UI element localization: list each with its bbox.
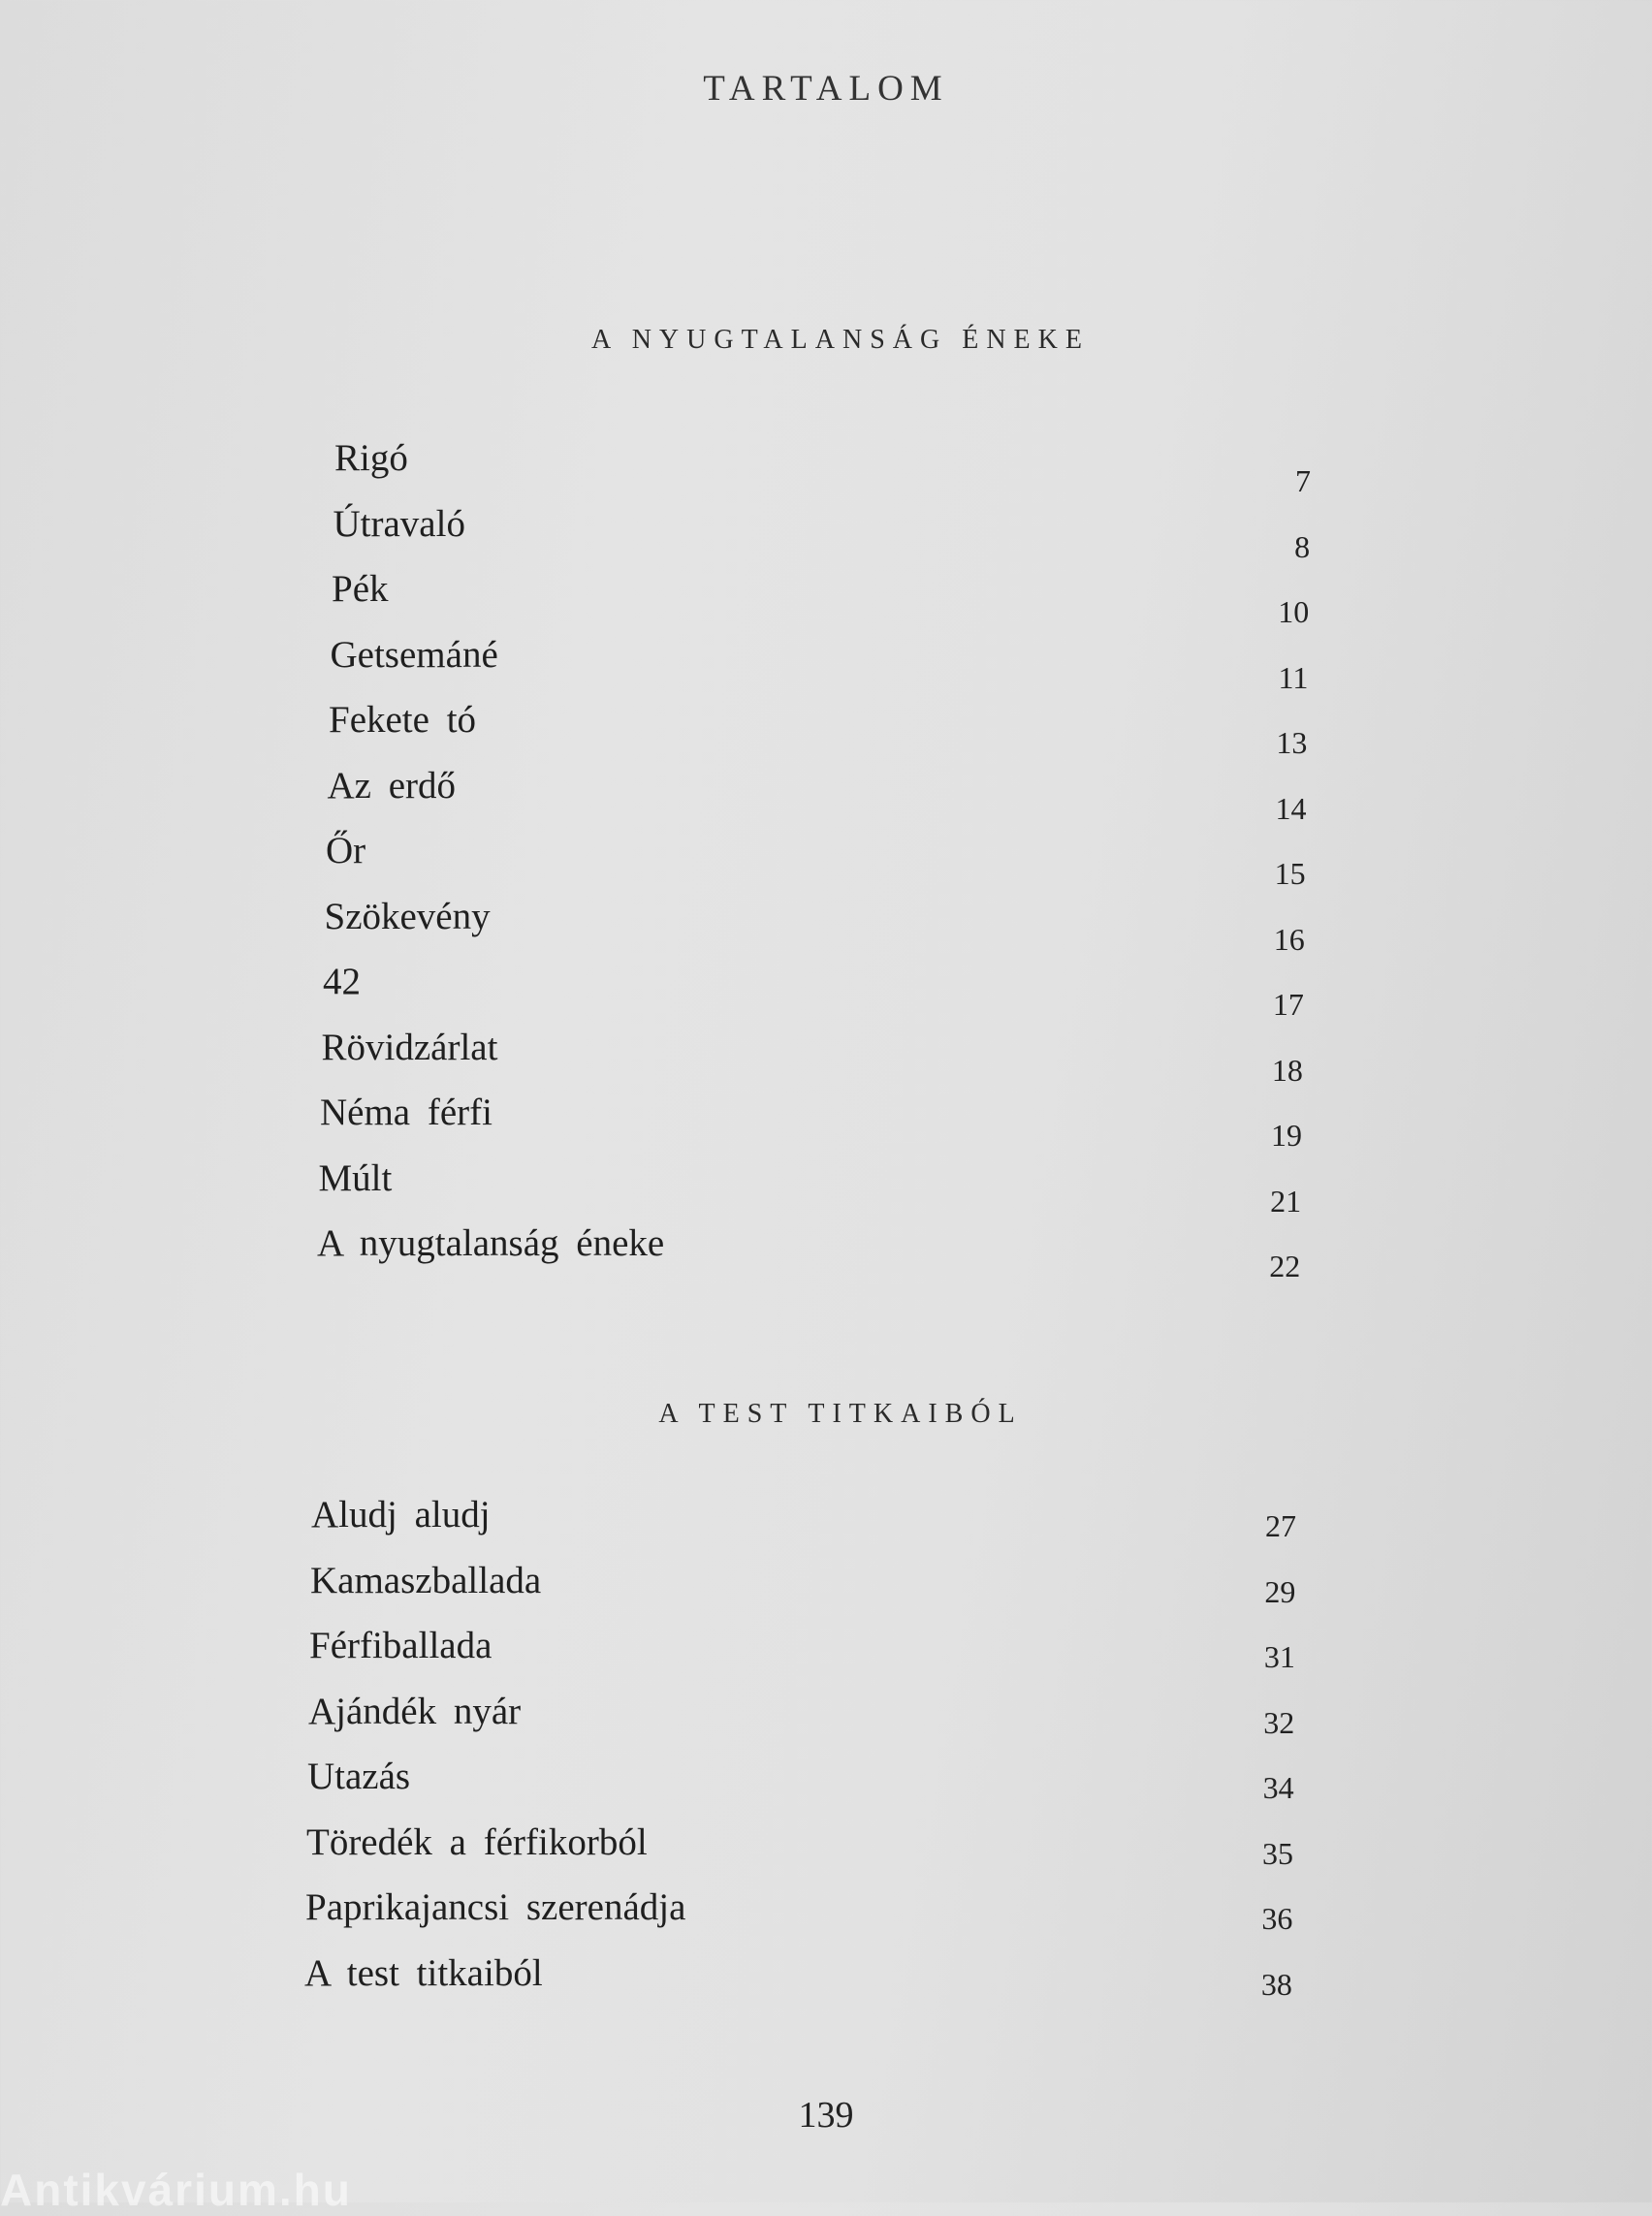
toc-entry-title: Utazás [307,1756,411,1797]
toc-entry-title: Töredék a férfikorból [306,1820,648,1863]
toc-entry-title: Útravaló [333,502,465,545]
toc-entry-page-number: 22 [1269,1249,1301,1283]
toc-entry-page-number: 36 [1261,1901,1293,1936]
toc-entry-title: Rigó [334,437,408,479]
page-title: TARTALOM [703,69,949,109]
section-heading-nyugtalansag: A NYUGTALANSÁG ÉNEKE [591,325,1090,355]
toc-entry-page-number: 34 [1262,1770,1294,1805]
toc-entry-page-number: 18 [1271,1052,1303,1088]
toc-entry-page-number: 7 [1295,463,1311,498]
toc-entry-page-number: 35 [1262,1835,1293,1871]
toc-entry-page-number: 32 [1263,1704,1295,1740]
toc-entry-title: Férfiballada [309,1625,492,1666]
toc-entry-title: Néma férfi [320,1092,492,1133]
toc-entry-title: Őr [326,830,366,871]
toc-entry-title: A test titkaiból [304,1951,543,1994]
toc-entry-title: Az erdő [327,764,457,807]
toc-entry-title: Aludj aludj [311,1494,491,1535]
toc-entry-page-number: 31 [1263,1639,1295,1674]
page-number: 139 [798,2095,854,2136]
watermark-logo: Antikvárium.hu [0,2165,352,2215]
toc-entry-title: Pék [332,568,389,610]
toc-entry-page-number: 10 [1278,594,1310,629]
toc-entry-title: Múlt [318,1156,393,1199]
toc-entry-title: Kamaszballada [310,1559,542,1601]
toc-entry-page-number: 16 [1273,921,1305,957]
toc-entry-page-number: 19 [1271,1118,1302,1153]
toc-entry-page-number: 11 [1278,659,1309,695]
toc-entry-page-number: 21 [1270,1183,1302,1219]
toc-entry-page-number: 15 [1274,856,1306,891]
toc-entry-title: A nyugtalanság éneke [317,1222,665,1264]
toc-entry-page-number: 29 [1264,1573,1296,1609]
toc-entry-page-number: 38 [1260,1966,1292,2002]
toc-entry-title: Paprikajancsi szerenádja [305,1886,686,1928]
toc-entry-title: Fekete tó [329,699,477,741]
toc-entry-title: Rövidzárlat [321,1026,498,1068]
toc-entry-page-number: 17 [1272,987,1304,1022]
toc-entry-title: Szökevény [324,895,491,937]
toc-entry-page-number: 14 [1275,790,1307,826]
section-heading-test-titkaibol: A TEST TITKAIBÓL [658,1399,1023,1429]
toc-entry-page-number: 8 [1294,528,1311,564]
toc-entry-page-number: 27 [1265,1508,1296,1543]
toc-entry-page-number: 13 [1276,725,1308,760]
toc-entry-title: Ajándék nyár [308,1690,522,1732]
toc-entry-title: Getsemáné [330,633,498,676]
toc-entry-title: 42 [323,961,361,1002]
